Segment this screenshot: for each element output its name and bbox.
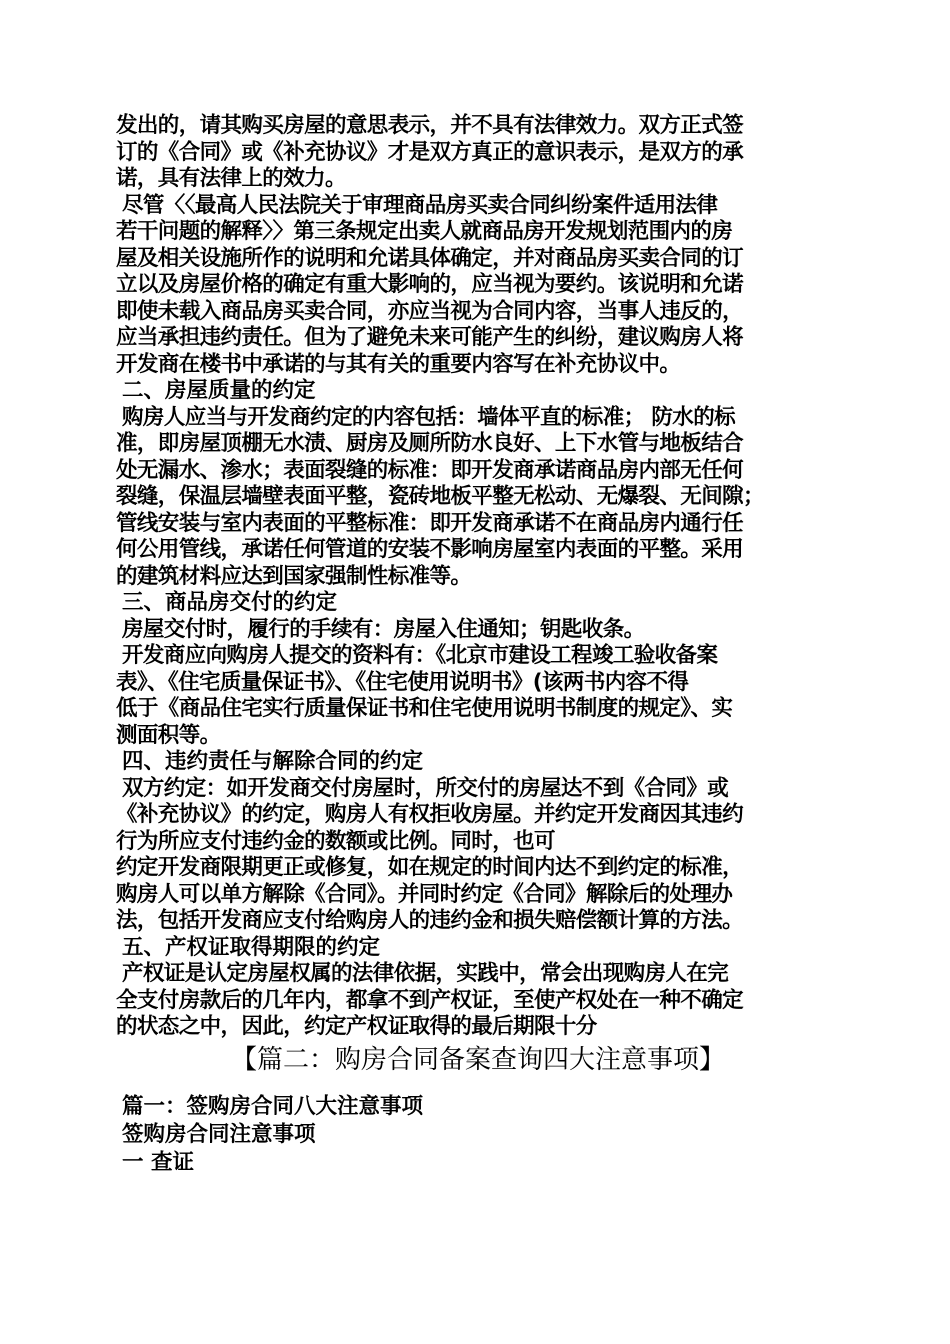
- text-line: 屋及相关设施所作的说明和允诺具体确定，并对商品房买卖合同的订: [116, 245, 744, 271]
- text-line: 约定开发商限期更正或修复，如在规定的时间内达不到约定的标准，: [116, 855, 744, 880]
- subsection-heading: 篇一：签购房合同八大注意事项: [122, 1093, 424, 1119]
- text-line: 测面积等。: [116, 722, 221, 748]
- text-line: 购房人可以单方解除《合同》。并同时约定《合同》解除后的处理办: [116, 881, 733, 907]
- text-line: 开发商在楼书中承诺的与其有关的重要内容写在补充协议中。: [116, 351, 681, 377]
- text-line: 双方约定：如开发商交付房屋时，所交付的房屋达不到《合同》或: [122, 775, 729, 801]
- text-line: 购房人应当与开发商约定的内容包括：墙体平直的标准； 防水的标: [122, 404, 735, 430]
- text-line: 若干问题的解释〉〉第三条规定出卖人就商品房开发规划范围内的房: [116, 219, 733, 244]
- text-line: 即使未载入商品房买卖合同，亦应当视为合同内容，当事人违反的，: [116, 298, 744, 324]
- text-line: 裂缝，保温层墙壁表面平整，瓷砖地板平整无松动、无爆裂、无间隙；: [116, 484, 764, 509]
- text-line: 全支付房款后的几年内，都拿不到产权证，至使产权处在一种不确定: [116, 987, 744, 1013]
- text-line: 管线安装与室内表面的平整标准：即开发商承诺不在商品房内通行任: [116, 510, 744, 536]
- text-line: 表》、《住宅质量保证书》、《住宅使用说明书》(该两书内容不得: [116, 669, 689, 695]
- text-line: 何公用管线，承诺任何管道的安装不影响房屋室内表面的平整。采用: [116, 537, 744, 562]
- text-line: 准，即房屋顶棚无水渍、厨房及厕所防水良好、上下水管与地板结合: [116, 431, 744, 456]
- section-heading: 四、违约责任与解除合同的约定: [122, 749, 424, 774]
- subsection-heading: 签购房合同注意事项: [122, 1121, 316, 1147]
- section-title: 【篇二：购房合同备案查询四大注意事项】: [230, 1044, 725, 1075]
- text-line: 立以及房屋价格的确定有重大影响的，应当视为要约。该说明和允诺: [116, 272, 744, 297]
- section-heading: 三、商品房交付的约定: [122, 590, 338, 615]
- text-line: 开发商应向购房人提交的资料有：《北京市建设工程竣工验收备案: [122, 643, 718, 668]
- text-line: 发出的，请其购买房屋的意思表示，并不具有法律效力。双方正式签: [116, 113, 744, 138]
- text-line: 房屋交付时，履行的手续有：房屋入住通知；钥匙收条。: [122, 616, 645, 642]
- text-line: 《补充协议》的约定，购房人有权拒收房屋。并约定开发商因其违约: [116, 802, 744, 827]
- section-heading: 二、房屋质量的约定: [122, 378, 316, 403]
- text-line: 应当承担违约责任。但为了避免未来可能产生的纠纷，建议购房人将: [116, 325, 744, 350]
- text-line: 尽管〈〈最高人民法院关于审理商品房买卖合同纠纷案件适用法律: [122, 192, 718, 218]
- text-line: 的建筑材料应达到国家强制性标准等。: [116, 563, 472, 589]
- document-page: [116, 113, 840, 1177]
- text-line: 的状态之中，因此，约定产权证取得的最后期限十分: [116, 1014, 597, 1039]
- text-line: 处无漏水、渗水；表面裂缝的标准：即开发商承诺商品房内部无任何: [116, 457, 744, 483]
- text-line: 订的《合同》或《补充协议》才是双方真正的意识表示，是双方的承: [116, 139, 744, 165]
- text-line: 诺，具有法律上的效力。: [116, 166, 346, 191]
- text-line: 行为所应支付违约金的数额或比例。同时，也可: [116, 828, 555, 854]
- text-line: 低于《商品住宅实行质量保证书和住宅使用说明书制度的规定》、实: [116, 696, 733, 721]
- text-line: 产权证是认定房屋权属的法律依据，实践中，常会出现购房人在完: [122, 961, 729, 986]
- text-line: 法，包括开发商应支付给购房人的违约金和损失赔偿额计算的方法。: [116, 908, 744, 933]
- section-heading: 五、产权证取得期限的约定: [122, 934, 381, 960]
- subsection-heading: 一 查证: [122, 1149, 194, 1175]
